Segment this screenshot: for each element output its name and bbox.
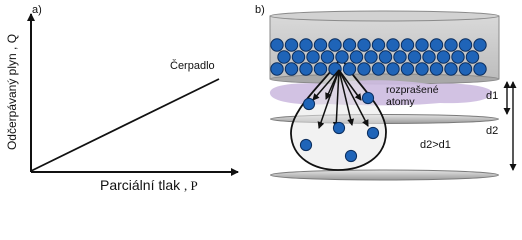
x-axis-label-symbol: , P (184, 178, 198, 193)
pump-line-label: Čerpadlo (170, 60, 215, 72)
target-atom (372, 63, 384, 75)
target-atom (329, 39, 341, 51)
target-atom (387, 39, 399, 51)
target-atom (285, 63, 297, 75)
target-atom (278, 51, 290, 63)
sputtered-atom (333, 122, 344, 133)
target-atom (285, 39, 297, 51)
target-atom (474, 63, 486, 75)
d2-label: d2 (486, 125, 499, 137)
target-atom (300, 63, 312, 75)
target-atom (394, 51, 406, 63)
target-atom (350, 51, 362, 63)
target-atom (401, 63, 413, 75)
target-atom (452, 51, 464, 63)
target-atom (408, 51, 420, 63)
distance-arrows (507, 82, 513, 170)
target-block-top (270, 11, 499, 21)
target-atom (336, 51, 348, 63)
target-atom (401, 39, 413, 51)
target-atom (430, 39, 442, 51)
target-atom (387, 63, 399, 75)
target-atom (416, 39, 428, 51)
target-atom (314, 63, 326, 75)
target-atom (372, 39, 384, 51)
sputtered-atoms-label-line2: atomy (386, 96, 415, 108)
target-atom (321, 51, 333, 63)
d1-label: d1 (486, 90, 499, 102)
target-atom (379, 51, 391, 63)
sputtered-atom (367, 127, 378, 138)
panel-b-label: b) (255, 4, 265, 16)
target-atom (437, 51, 449, 63)
target-atom (300, 39, 312, 51)
target-atom (358, 39, 370, 51)
y-axis-label: Odčerpávaný plyn , Q (5, 33, 19, 151)
target-atom (445, 63, 457, 75)
target-atom (365, 51, 377, 63)
panel-a-graph (0, 0, 250, 205)
sputtered-atoms-label (386, 84, 439, 108)
x-axis-label (100, 177, 198, 194)
sputtered-atom (345, 150, 356, 161)
target-atom (459, 39, 471, 51)
target-atom (474, 39, 486, 51)
target-atom (423, 51, 435, 63)
target-atom (466, 51, 478, 63)
target-atom (314, 39, 326, 51)
target-atom (445, 39, 457, 51)
target-atom (307, 51, 319, 63)
d2-gt-d1-label: d2>d1 (420, 139, 451, 151)
sputtered-atoms-label-line1: rozprašené (386, 84, 439, 96)
sputtered-atom (303, 98, 314, 109)
sputtered-atom (300, 139, 311, 150)
pump-line (31, 79, 219, 171)
sputtered-atom (362, 92, 373, 103)
target-atom (271, 63, 283, 75)
plasma-cloud (270, 80, 492, 105)
x-axis-label-main: Parciální tlak (100, 177, 181, 193)
target-atom (430, 63, 442, 75)
target-atom (459, 63, 471, 75)
target-atom (416, 63, 428, 75)
bottom-plate (271, 170, 499, 180)
target-atom (343, 39, 355, 51)
target-atom (292, 51, 304, 63)
panel-a-label: a) (32, 4, 42, 16)
target-atom (271, 39, 283, 51)
target-atom (343, 63, 355, 75)
target-atom (358, 63, 370, 75)
